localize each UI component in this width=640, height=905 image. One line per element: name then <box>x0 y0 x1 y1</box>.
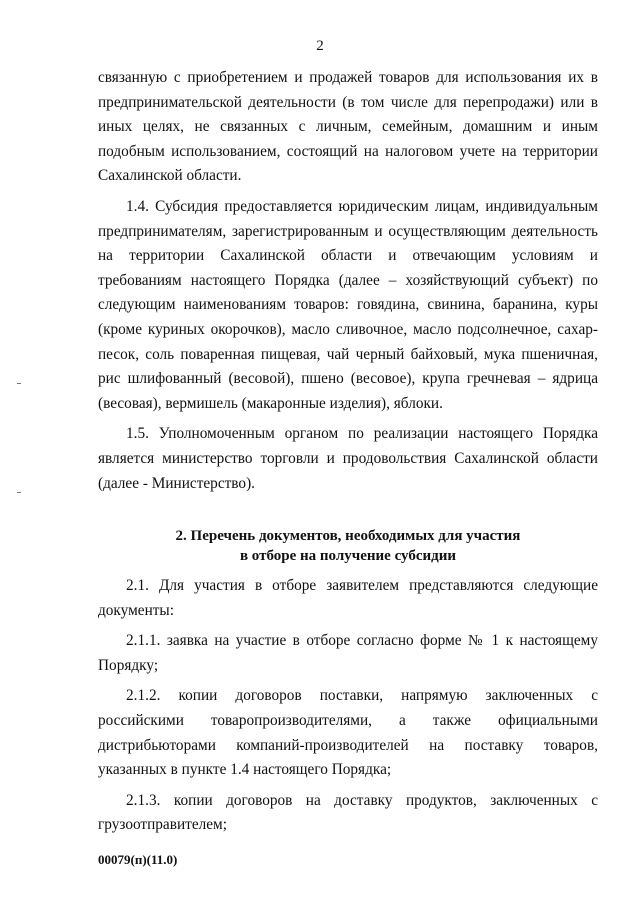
section-heading-line-2: в отборе на получение субсидии <box>239 548 457 565</box>
paragraph-1-4: 1.4. Субсидия предоставляется юридическим лицам, индивидуальным предпринимателям, зарегистрированным и осуществляющим деятельность на территории Сахалинской области и отвечающим условиям и требованиям настоящего Порядка (далее – хозяйствующий субъект) по следующим наименованиям товаров: говядина, свинина, баранина, куры (кроме куриных окорочков), масло сливочное, масло подсолнечное, сахар-песок, соль поваренная пищевая, чай черный байховый, мука пшеничная, рис шлифованный (весовой), пшено (весовое), крупа гречневая – ядрица (весовая), вермишель (макаронные изделия), яблоки. <box>98 197 598 412</box>
paragraph-2-1-1: 2.1.1. заявка на участие в отборе согласно форме № 1 к настоящему Порядку; <box>98 632 598 674</box>
paragraph-continuation: связанную с приобретением и продажей товаров для использования их в предпринимательской деятельности (в том числе для перепродажи) или в иных целях, не связанных с личным, семейным, домашним и иным подобным использованием, состоящий на налоговом учете на территории Сахалинской области. <box>98 69 598 185</box>
paragraph-2-1: 2.1. Для участия в отборе заявителем представляются следующие документы: <box>98 577 598 619</box>
document-body <box>98 66 598 844</box>
paragraph-2-1-3: 2.1.3. копии договоров на доставку продуктов, заключенных с грузоотправителем; <box>98 791 598 834</box>
paragraph-2-1-2: 2.1.2. копии договоров поставки, напрямую заключенных с российскими товаропроизводителями, а также официальными дистрибьюторами компаний-производителей на поставку товаров, указанных в пункте 1.4 настоящего Порядка; <box>98 687 598 779</box>
paragraph-1-5: 1.5. Уполномоченным органом по реализации настоящего Порядка является министерство торговли и продовольствия Сахалинской области (далее - Министерство). <box>98 425 598 492</box>
section-heading-line-1: 2. Перечень документов, необходимых для участия <box>175 528 521 545</box>
scan-artifact-mark <box>17 383 21 384</box>
scan-artifact-mark <box>17 492 21 493</box>
document-code-footer: 00079(п)(11.0) <box>98 852 178 867</box>
page-number: 2 <box>316 38 324 54</box>
section-heading <box>98 526 598 566</box>
